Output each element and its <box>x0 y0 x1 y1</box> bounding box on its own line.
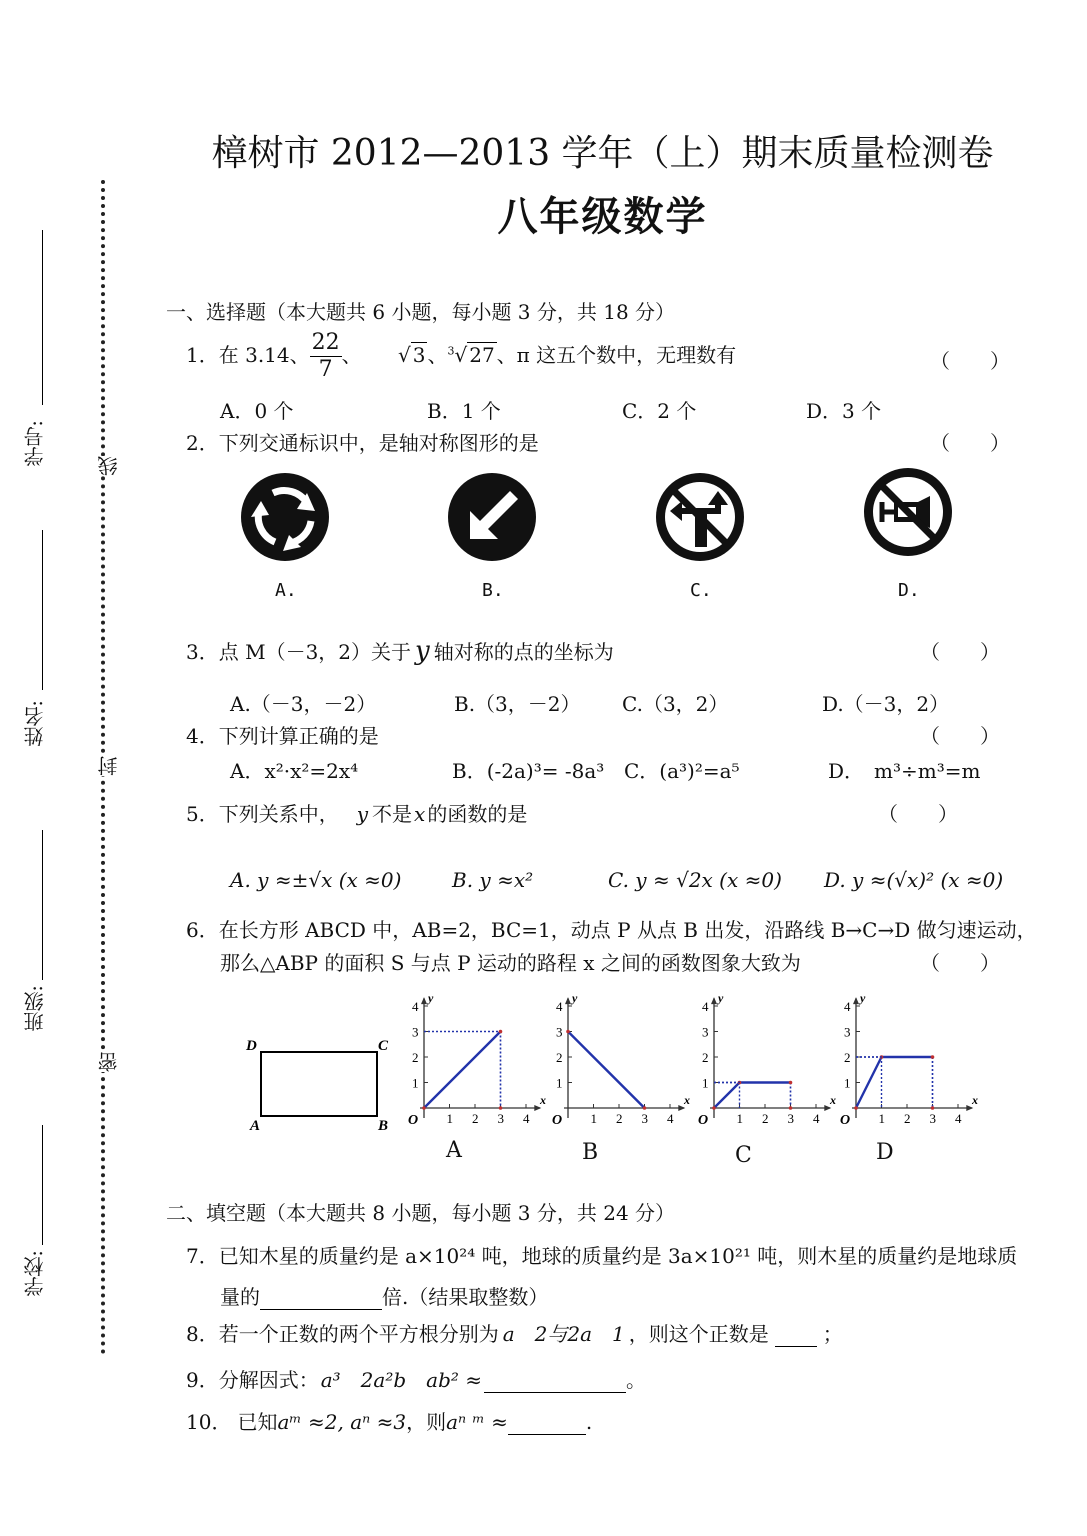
y-axis-label: y <box>572 991 578 1006</box>
x-tick-label: 4 <box>667 1111 674 1126</box>
no-horn-sign-icon[interactable] <box>864 468 952 556</box>
x-axis-label: x <box>684 1093 691 1107</box>
y-tick-label: 1 <box>844 1075 851 1091</box>
y-axis-label: y <box>428 991 434 1006</box>
q9: 9．分解因式： a³ 2a²b ab² ≈ 。 <box>186 1368 647 1392</box>
data-point <box>566 1030 570 1034</box>
q5-answer-paren[interactable]: （ ） <box>878 802 958 826</box>
x-tick-label: 4 <box>955 1111 962 1126</box>
y-tick-label: 2 <box>702 1050 709 1065</box>
function-segment <box>714 1083 740 1109</box>
q1-option-d[interactable]: D．3 个 <box>806 399 882 423</box>
class-line <box>42 830 43 980</box>
q1-sqrt3: √ 3 <box>397 343 426 367</box>
sign-label-d: D. <box>898 580 920 601</box>
q5-option-a[interactable]: A. y ≈±√x (x ≈0) <box>230 868 402 892</box>
q8-expr: a 2与2a 1 <box>502 1322 625 1346</box>
y-tick-label: 4 <box>412 999 419 1014</box>
q6-answer-paren[interactable]: （ ） <box>920 951 1000 975</box>
q2: 2．下列交通标识中，是轴对称图形的是 <box>186 431 539 455</box>
y-tick-label: 2 <box>412 1050 419 1065</box>
x-tick-label: 1 <box>590 1111 597 1126</box>
y-tick-label: 3 <box>844 1024 851 1040</box>
graph-c <box>690 990 837 1140</box>
y-tick-label: 4 <box>556 999 563 1014</box>
q10-expr1: aᵐ ≈2, aⁿ ≈3 <box>277 1410 407 1434</box>
sign-label-a: A. <box>275 580 297 601</box>
y-axis-label: y <box>860 991 866 1006</box>
q4-option-b[interactable]: B．(-2a)³= -8a³ <box>452 759 605 783</box>
q1-answer-paren[interactable]: （ ） <box>930 349 1010 373</box>
q9-expr: a³ 2a²b ab² ≈ <box>320 1368 483 1392</box>
school-line <box>42 1125 43 1245</box>
q8: 8．若一个正数的两个平方根分别为 a 2与2a 1 ，则这个正数是 ； <box>186 1322 843 1346</box>
data-point <box>712 1106 716 1110</box>
q6-line2: 那么△ABP 的面积 S 与点 P 运动的路程 x 之间的函数图象大致为 <box>220 951 801 975</box>
q3-option-d[interactable]: D.（－3，2） <box>822 692 950 716</box>
x-tick-label: 1 <box>736 1111 743 1126</box>
sign-label-b: B. <box>482 580 504 601</box>
graph-a <box>400 990 547 1140</box>
q3-option-b[interactable]: B.（3，－2） <box>454 692 581 716</box>
q5-option-d[interactable]: D. y ≈(√x)² (x ≈0) <box>824 868 1004 892</box>
data-point <box>499 1106 503 1110</box>
sign-label-c: C. <box>690 580 712 601</box>
y-tick-label: 1 <box>556 1075 563 1091</box>
exam-title: 樟树市 2012—2013 学年（上）期末质量检测卷 <box>211 133 994 174</box>
q4-option-a[interactable]: A．x²·x²=2x⁴ <box>230 759 359 783</box>
q9-answer-blank[interactable] <box>484 1370 626 1393</box>
x-tick-label: 1 <box>878 1111 885 1126</box>
seal-mi: 密 <box>94 1052 123 1072</box>
rect-label-d: D <box>246 1038 257 1054</box>
graph-label-c[interactable]: C <box>735 1143 752 1168</box>
data-point <box>789 1081 793 1085</box>
q5-option-b[interactable]: B. y ≈x² <box>452 868 534 892</box>
rect-label-b: B <box>378 1118 389 1134</box>
x-tick-label: 2 <box>616 1111 623 1126</box>
x-axis-label: x <box>972 1093 979 1107</box>
seal-xian: 线 <box>94 456 123 476</box>
x-tick-label: 3 <box>787 1111 794 1126</box>
q3-option-c[interactable]: C.（3，2） <box>622 692 729 716</box>
data-point <box>422 1106 426 1110</box>
graph-b <box>544 990 691 1140</box>
q8-answer-blank[interactable] <box>775 1324 817 1347</box>
y-axis-arrow <box>565 997 571 1004</box>
data-point <box>499 1030 503 1034</box>
function-segment <box>568 1032 645 1109</box>
y-tick-label: 4 <box>702 999 709 1014</box>
y-axis-arrow <box>711 997 717 1004</box>
exam-subtitle: 八年级数学 <box>497 193 708 240</box>
no-turn-sign-icon[interactable] <box>656 473 744 561</box>
q7-line1: 7．已知木星的质量约是 a×10²⁴ 吨，地球的质量约是 3a×10²¹ 吨，则木星的质量约是地球质 <box>186 1244 1018 1268</box>
q3-option-a[interactable]: A.（－3，－2） <box>230 692 377 716</box>
q5-option-c[interactable]: C. y ≈ √2x (x ≈0) <box>608 868 782 892</box>
q4: 4．下列计算正确的是 <box>186 724 379 748</box>
graph-d <box>832 990 979 1140</box>
class-label: 班级: <box>23 985 47 1032</box>
x-tick-label: 4 <box>523 1111 530 1126</box>
q10-answer-blank[interactable] <box>508 1412 586 1435</box>
y-axis-arrow <box>421 997 427 1004</box>
data-point <box>643 1106 647 1110</box>
x-axis-label: x <box>830 1093 837 1107</box>
function-segment <box>424 1032 501 1109</box>
data-point <box>854 1106 858 1110</box>
q4-option-d[interactable]: D． m³÷m³=m <box>828 759 981 783</box>
y-tick-label: 2 <box>556 1050 563 1065</box>
q4-option-c[interactable]: C．(a³)²=a⁵ <box>624 759 740 783</box>
rect-label-a: A <box>250 1118 261 1134</box>
keep-left-sign-icon[interactable] <box>448 473 536 561</box>
data-point <box>931 1106 935 1110</box>
q1: 1．在 3.14、 $\frac{22}{7}$ 、 √ 3 、$^3$√ 27 、π 这五个数中，无理数有 <box>186 330 737 382</box>
q1-option-b[interactable]: B．1 个 <box>427 399 501 423</box>
y-tick-label: 3 <box>702 1024 709 1040</box>
q2-answer-paren[interactable]: （ ） <box>930 431 1010 455</box>
x-axis-label: x <box>540 1093 547 1107</box>
rect-label-c: C <box>378 1038 389 1054</box>
q5: 5．下列关系中， y 不是 x 的函数的是 <box>186 802 528 826</box>
origin-label: O <box>552 1113 563 1128</box>
q6-line1: 6．在长方形 ABCD 中，AB=2，BC=1，动点 P 从点 B 出发，沿路线 B→C→D 做匀速运动， <box>186 918 1037 942</box>
origin-label: O <box>408 1113 419 1128</box>
graph-label-a[interactable]: A <box>446 1138 462 1163</box>
q3-answer-paren[interactable]: （ ） <box>920 640 1000 664</box>
q1-prefix: 在 3.14、 <box>218 343 310 367</box>
y-axis-arrow <box>853 997 859 1004</box>
name-label: 姓名: <box>23 700 47 747</box>
q4-answer-paren[interactable]: （ ） <box>920 724 1000 748</box>
q1-cbrt27: √ 27 <box>454 343 495 367</box>
q10: 10． 已知aᵐ ≈2, aⁿ ≈3，则aⁿ ᵐ ≈ . <box>186 1410 593 1434</box>
section1-heading: 一、选择题（本大题共 6 小题，每小题 3 分，共 18 分） <box>166 300 676 324</box>
rectangle-abcd-figure <box>240 1030 400 1140</box>
y-tick-label: 4 <box>844 999 851 1014</box>
x-tick-label: 3 <box>929 1111 936 1126</box>
roundabout-sign-icon[interactable] <box>241 473 329 561</box>
x-tick-label: 1 <box>446 1111 453 1126</box>
x-tick-label: 3 <box>641 1111 648 1126</box>
student-no-label: 学号: <box>23 420 47 467</box>
graph-label-d[interactable]: D <box>876 1140 894 1165</box>
student-no-line <box>42 230 43 405</box>
q1-num: 1． <box>186 343 219 367</box>
x-tick-label: 3 <box>497 1111 504 1126</box>
x-tick-label: 4 <box>813 1111 820 1126</box>
name-line <box>42 530 43 690</box>
q3: 3．点 M（－3，2）关于 y 轴对称的点的坐标为 <box>186 636 614 666</box>
traffic-signs <box>200 460 1000 610</box>
y-tick-label: 2 <box>844 1050 851 1065</box>
seal-feng: 封 <box>94 756 123 776</box>
x-tick-label: 2 <box>762 1111 769 1126</box>
data-point <box>789 1106 793 1110</box>
data-point <box>931 1055 935 1059</box>
q1-option-c[interactable]: C．2 个 <box>622 399 697 423</box>
origin-label: O <box>840 1113 851 1128</box>
y-axis-label: y <box>718 991 724 1006</box>
q7-line2: 量的 倍.（结果取整数） <box>220 1285 549 1309</box>
origin-label: O <box>698 1113 709 1128</box>
school-label: 学校: <box>23 1250 47 1297</box>
y-tick-label: 1 <box>412 1075 419 1091</box>
q1-option-a[interactable]: A．0 个 <box>220 399 294 423</box>
y-tick-label: 1 <box>702 1075 709 1091</box>
x-tick-label: 2 <box>904 1111 911 1126</box>
x-tick-label: 2 <box>472 1111 479 1126</box>
y-tick-label: 3 <box>556 1024 563 1040</box>
section2-heading: 二、填空题（本大题共 8 小题，每小题 3 分，共 24 分） <box>166 1201 676 1225</box>
q1-fraction: $\frac{22}{7}$ <box>311 330 340 382</box>
q10-expr2: aⁿ ᵐ ≈ <box>446 1410 508 1434</box>
graph-label-b[interactable]: B <box>582 1140 599 1165</box>
q7-answer-blank[interactable] <box>260 1287 382 1310</box>
y-tick-label: 3 <box>412 1024 419 1040</box>
